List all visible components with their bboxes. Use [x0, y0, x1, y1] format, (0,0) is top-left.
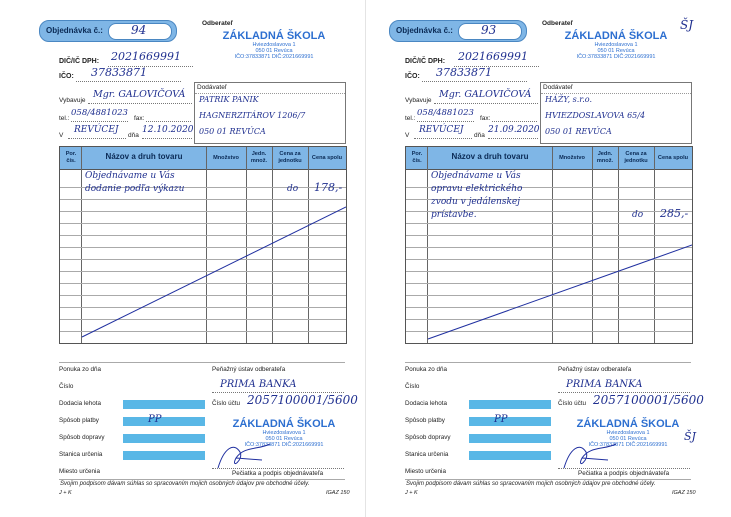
- supplier-line-2: HVIEZDOSLAVOVA 65/4: [545, 111, 646, 120]
- stamp-city: 050 01 Revúca: [255, 48, 293, 54]
- order-form-right: [386, 6, 702, 506]
- bank-value: PRIMA BANKA: [220, 379, 297, 390]
- col-total: Cena spolu: [311, 155, 343, 161]
- delivery-label: Dodacia lehota: [59, 400, 102, 407]
- transport-label: Spôsob dopravy: [405, 434, 451, 441]
- supplier-box: [540, 82, 692, 144]
- place-value: REVÚCEJ: [74, 125, 119, 135]
- col-unit: Jedn. množ.: [250, 151, 268, 164]
- item-line-2: dodanie podľa výkazu: [85, 184, 185, 194]
- date-label: dňa: [474, 132, 485, 139]
- consent-text: Svojim podpisom dávam súhlas so spracovaním mojich osobných údajov pre obchodné účely.: [60, 481, 310, 487]
- account-label: Číslo účtu: [212, 400, 240, 407]
- date-label: dňa: [128, 132, 139, 139]
- account-label: Číslo účtu: [558, 400, 586, 407]
- number-label: Číslo: [59, 383, 74, 390]
- fax-label: fax:: [480, 115, 491, 122]
- order-number-field[interactable]: [458, 23, 522, 40]
- bank-label: Peňažný ústav odberateľa: [212, 366, 286, 373]
- issued-by-label: Vybavuje: [405, 97, 432, 104]
- transport-field[interactable]: [123, 434, 205, 443]
- station-field[interactable]: [469, 451, 551, 460]
- destination-label: Miesto určenia: [405, 468, 446, 475]
- ico-label: IČO:: [59, 73, 74, 80]
- items-table: [59, 146, 347, 344]
- stamp-bottom-street: Hviezdoslavova 1: [606, 430, 650, 436]
- tel-value: 058/4881023: [417, 108, 474, 118]
- col-unit-price: Cena za jednotku: [278, 151, 302, 164]
- number-label: Číslo: [405, 383, 420, 390]
- account-value: 2057100001/5600: [247, 393, 358, 407]
- col-item-name: Názov a druh tovaru: [451, 152, 529, 161]
- account-value: 2057100001/5600: [593, 393, 704, 407]
- transport-field[interactable]: [469, 434, 551, 443]
- order-number-label: Objednávka č.:: [46, 26, 103, 35]
- payment-label: Spôsob platby: [405, 417, 445, 424]
- stamp-bottom-city: 050 01 Revúca: [609, 436, 647, 442]
- footer-left: J + K: [405, 490, 418, 496]
- item-unit: do: [287, 184, 299, 194]
- stamp-bottom-street: Hviezdoslavova 1: [262, 430, 306, 436]
- item-line-1: Objednávame u Vás: [431, 171, 521, 181]
- bank-label: Peňažný ústav odberateľa: [558, 366, 632, 373]
- items-table: [405, 146, 693, 344]
- stamp-name: ZÁKLADNÁ ŠKOLA: [222, 30, 326, 42]
- destination-label: Miesto určenia: [59, 468, 100, 475]
- corner-mark: ŠJ: [680, 18, 694, 32]
- dic-label: DIČ/IČ DPH:: [59, 58, 100, 65]
- order-number-header: [39, 20, 177, 42]
- dic-label: DIČ/IČ DPH:: [405, 58, 446, 65]
- consent-text: Svojim podpisom dávam súhlas so spracovaním mojich osobných údajov pre obchodné účely.: [406, 481, 656, 487]
- order-number: 94: [131, 23, 147, 37]
- supplier-line-1: HÁŽY, s.r.o.: [545, 95, 593, 104]
- footer-right: IGAZ 150: [672, 490, 696, 496]
- item-total: 285,-: [660, 207, 689, 220]
- supplier-line-2: HAGNERZITÁROV 1206/7: [199, 111, 306, 120]
- issued-by-value: Mgr. GALOVIČOVÁ: [93, 89, 186, 100]
- item-line-2: opravu elektrického: [431, 184, 523, 194]
- dic-value: 2021669991: [458, 50, 528, 63]
- ico-value: 37833871: [91, 66, 147, 79]
- date-value: 21.09.2020: [488, 125, 540, 135]
- sign-label: Pečiatka a podpis objednávateľa: [232, 470, 324, 477]
- payment-field[interactable]: [469, 417, 551, 426]
- col-order-number: Por. čís.: [65, 151, 77, 164]
- stamp-bottom-ids: IČO:37833871 DIČ:2021669991: [588, 442, 668, 448]
- stamp-ids: IČO:37833871 DIČ:2021669991: [234, 54, 314, 60]
- stamp-bottom-ids: IČO:37833871 DIČ:2021669991: [244, 442, 324, 448]
- item-unit: do: [632, 210, 644, 220]
- payment-value: PP: [148, 414, 162, 425]
- stamp-bottom-city: 050 01 Revúca: [265, 436, 303, 442]
- supplier-label: Dodávateľ: [197, 84, 227, 91]
- order-number-field[interactable]: [108, 23, 172, 40]
- delivery-label: Dodacia lehota: [405, 400, 448, 407]
- col-order-number: Por. čís.: [411, 151, 423, 164]
- order-number-label: Objednávka č.:: [396, 26, 453, 35]
- stamp-bottom-name: ZÁKLADNÁ ŠKOLA: [232, 418, 336, 430]
- payment-field[interactable]: [123, 417, 205, 426]
- date-value: 12.10.2020: [142, 125, 194, 135]
- tel-value: 058/4881023: [71, 108, 128, 118]
- page-fold: [365, 0, 366, 517]
- offer-label: Ponuka zo dňa: [59, 366, 102, 373]
- payment-label: Spôsob platby: [59, 417, 99, 424]
- col-item-name: Názov a druh tovaru: [105, 152, 183, 161]
- station-label: Stanica určenia: [405, 451, 449, 458]
- tel-label: tel.:: [59, 115, 70, 122]
- school-stamp: [556, 30, 676, 60]
- item-line-3: zvodu v jedálenskej: [431, 197, 521, 207]
- buyer-label: Odberateľ: [202, 20, 234, 27]
- ico-label: IČO:: [405, 73, 420, 80]
- tel-label: tel.:: [405, 115, 416, 122]
- col-quantity: Množstvo: [213, 155, 239, 161]
- stamp-name: ZÁKLADNÁ ŠKOLA: [564, 30, 668, 42]
- col-quantity: Množstvo: [559, 155, 585, 161]
- footer-right: IGAZ 150: [326, 490, 350, 496]
- supplier-line-3: 050 01 REVÚCA: [199, 127, 266, 136]
- supplier-line-3: 050 01 REVÚCA: [545, 127, 612, 136]
- buyer-label: Odberateľ: [542, 20, 574, 27]
- issued-by-value: Mgr. GALOVIČOVÁ: [439, 89, 532, 100]
- station-field[interactable]: [123, 451, 205, 460]
- dic-value: 2021669991: [111, 50, 181, 63]
- ico-value: 37833871: [436, 66, 492, 79]
- item-line-4: prístavbe.: [431, 210, 477, 220]
- delivery-field[interactable]: [469, 400, 551, 409]
- fax-label: fax:: [134, 115, 145, 122]
- issued-by-label: Vybavuje: [59, 97, 86, 104]
- supplier-box: [194, 82, 346, 144]
- corner-mark-bottom: ŠJ: [684, 430, 696, 443]
- bank-value: PRIMA BANKA: [566, 379, 643, 390]
- item-line-1: Objednávame u Vás: [85, 171, 175, 181]
- order-number: 93: [481, 23, 497, 37]
- stamp-ids: IČO:37833871 DIČ:2021669991: [576, 54, 656, 60]
- stamp-bottom-name: ZÁKLADNÁ ŠKOLA: [576, 418, 680, 430]
- station-label: Stanica určenia: [59, 451, 103, 458]
- transport-label: Spôsob dopravy: [59, 434, 105, 441]
- place-label: V: [405, 132, 410, 139]
- col-unit-price: Cena za jednotku: [624, 151, 648, 164]
- delivery-field[interactable]: [123, 400, 205, 409]
- footer-left: J + K: [59, 490, 72, 496]
- stamp-street: Hviezdoslavova 1: [252, 42, 296, 48]
- stamp-city: 050 01 Revúca: [597, 48, 635, 54]
- sign-label: Pečiatka a podpis objednávateľa: [578, 470, 670, 477]
- col-total: Cena spolu: [657, 155, 689, 161]
- offer-label: Ponuka zo dňa: [405, 366, 448, 373]
- payment-value: PP: [494, 414, 508, 425]
- supplier-line-1: PATRIK PANIK: [199, 95, 259, 104]
- supplier-label: Dodávateľ: [543, 84, 573, 91]
- place-label: V: [59, 132, 64, 139]
- col-unit: Jedn. množ.: [596, 151, 614, 164]
- order-number-header: [389, 20, 527, 42]
- order-form-left: [36, 6, 358, 506]
- item-total: 178,-: [314, 181, 343, 194]
- place-value: REVÚCEJ: [419, 125, 464, 135]
- school-stamp: [214, 30, 334, 60]
- stamp-street: Hviezdoslavova 1: [594, 42, 638, 48]
